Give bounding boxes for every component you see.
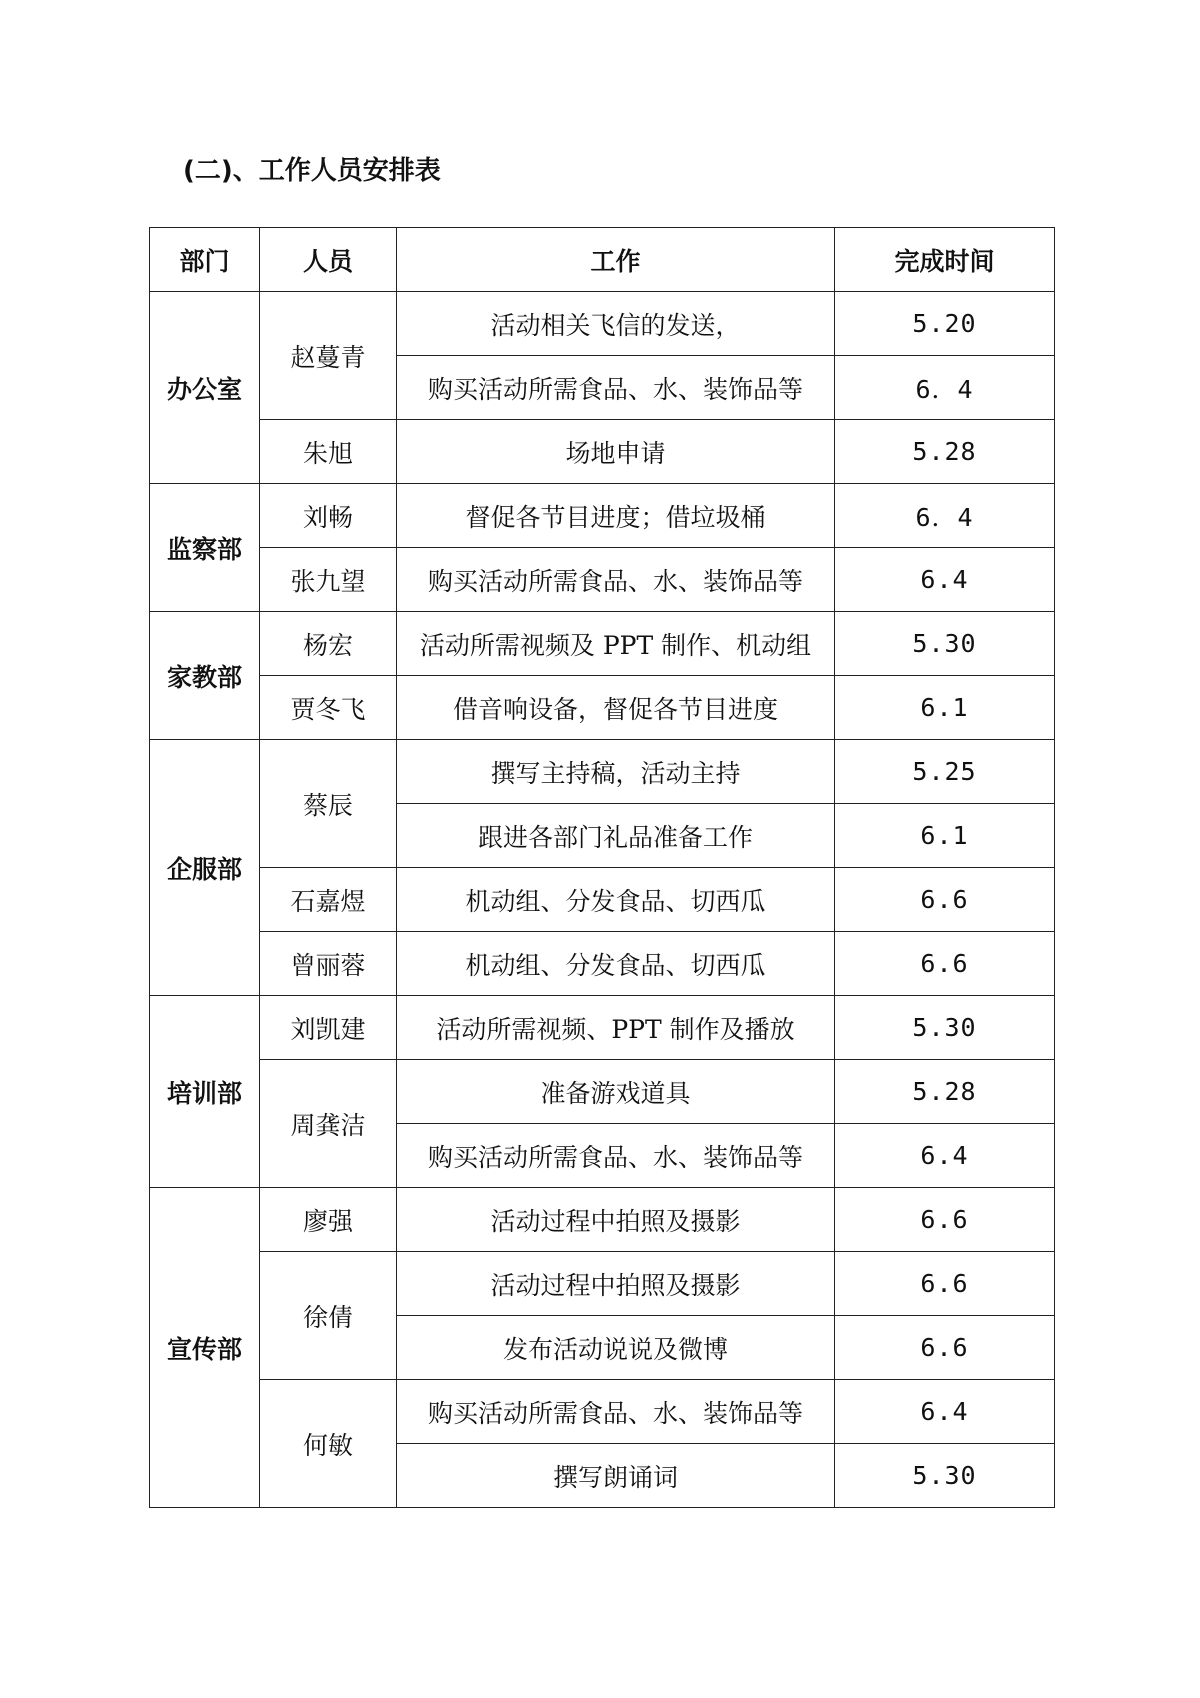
table-body — [150, 292, 1055, 1508]
due-date-cell: 5.25 — [835, 740, 1055, 804]
department-cell: 监察部 — [150, 484, 260, 612]
person-cell: 曾丽蓉 — [260, 932, 397, 996]
department-cell: 办公室 — [150, 292, 260, 484]
due-date-cell: 5.30 — [835, 612, 1055, 676]
table-row — [150, 1380, 1055, 1444]
due-date-cell: 6.4 — [835, 548, 1055, 612]
table-row — [150, 548, 1055, 612]
person-cell: 赵蔓青 — [260, 292, 397, 420]
task-cell: 购买活动所需食品、水、装饰品等 — [397, 356, 835, 420]
task-cell: 机动组、分发食品、切西瓜 — [397, 932, 835, 996]
person-cell: 石嘉煜 — [260, 868, 397, 932]
due-date-cell: 6.4 — [835, 1380, 1055, 1444]
task-cell: 购买活动所需食品、水、装饰品等 — [397, 1380, 835, 1444]
task-cell: 督促各节目进度；借垃圾桶 — [397, 484, 835, 548]
due-date-cell: 6.4 — [835, 1124, 1055, 1188]
table-row — [150, 484, 1055, 548]
task-cell: 活动所需视频、PPT 制作及播放 — [397, 996, 835, 1060]
table-row — [150, 420, 1055, 484]
staff-schedule-table — [149, 227, 1055, 1508]
table-row — [150, 868, 1055, 932]
table-row — [150, 996, 1055, 1060]
table-row — [150, 1060, 1055, 1124]
person-cell: 徐倩 — [260, 1252, 397, 1380]
due-date-cell: 5.28 — [835, 420, 1055, 484]
due-date-cell: 6.6 — [835, 932, 1055, 996]
table-row — [150, 292, 1055, 356]
due-date-cell: 6．4 — [835, 356, 1055, 420]
person-cell: 何敏 — [260, 1380, 397, 1508]
due-date-cell: 6.6 — [835, 1252, 1055, 1316]
task-cell: 购买活动所需食品、水、装饰品等 — [397, 1124, 835, 1188]
table-row — [150, 676, 1055, 740]
person-cell: 朱旭 — [260, 420, 397, 484]
due-date-cell: 5.30 — [835, 1444, 1055, 1508]
task-cell: 活动过程中拍照及摄影 — [397, 1188, 835, 1252]
due-date-cell: 6.6 — [835, 1188, 1055, 1252]
task-cell: 购买活动所需食品、水、装饰品等 — [397, 548, 835, 612]
task-cell: 借音响设备，督促各节目进度 — [397, 676, 835, 740]
header-person: 人员 — [260, 228, 397, 292]
person-cell: 张九望 — [260, 548, 397, 612]
person-cell: 周龚洁 — [260, 1060, 397, 1188]
task-cell: 跟进各部门礼品准备工作 — [397, 804, 835, 868]
due-date-cell: 5.20 — [835, 292, 1055, 356]
task-cell: 场地申请 — [397, 420, 835, 484]
task-cell: 发布活动说说及微博 — [397, 1316, 835, 1380]
table-row — [150, 740, 1055, 804]
task-cell: 撰写朗诵词 — [397, 1444, 835, 1508]
task-cell: 活动相关飞信的发送， — [397, 292, 835, 356]
person-cell: 贾冬飞 — [260, 676, 397, 740]
person-cell: 刘凯建 — [260, 996, 397, 1060]
table-row — [150, 932, 1055, 996]
task-cell: 活动所需视频及 PPT 制作、机动组 — [397, 612, 835, 676]
task-cell: 准备游戏道具 — [397, 1060, 835, 1124]
section-title: (二)、工作人员安排表 — [183, 156, 441, 186]
due-date-cell: 6.6 — [835, 868, 1055, 932]
header-task: 工作 — [397, 228, 835, 292]
table-header-row — [150, 228, 1055, 292]
due-date-cell: 5.28 — [835, 1060, 1055, 1124]
header-due: 完成时间 — [835, 228, 1055, 292]
task-cell: 活动过程中拍照及摄影 — [397, 1252, 835, 1316]
person-cell: 廖强 — [260, 1188, 397, 1252]
department-cell: 家教部 — [150, 612, 260, 740]
task-cell: 撰写主持稿，活动主持 — [397, 740, 835, 804]
person-cell: 蔡辰 — [260, 740, 397, 868]
table-row — [150, 612, 1055, 676]
due-date-cell: 6.1 — [835, 804, 1055, 868]
table-row — [150, 1188, 1055, 1252]
due-date-cell: 6.6 — [835, 1316, 1055, 1380]
due-date-cell: 5.30 — [835, 996, 1055, 1060]
due-date-cell: 6.1 — [835, 676, 1055, 740]
header-dept: 部门 — [150, 228, 260, 292]
department-cell: 企服部 — [150, 740, 260, 996]
person-cell: 刘畅 — [260, 484, 397, 548]
table-row — [150, 1252, 1055, 1316]
person-cell: 杨宏 — [260, 612, 397, 676]
department-cell: 培训部 — [150, 996, 260, 1188]
department-cell: 宣传部 — [150, 1188, 260, 1508]
due-date-cell: 6．4 — [835, 484, 1055, 548]
task-cell: 机动组、分发食品、切西瓜 — [397, 868, 835, 932]
